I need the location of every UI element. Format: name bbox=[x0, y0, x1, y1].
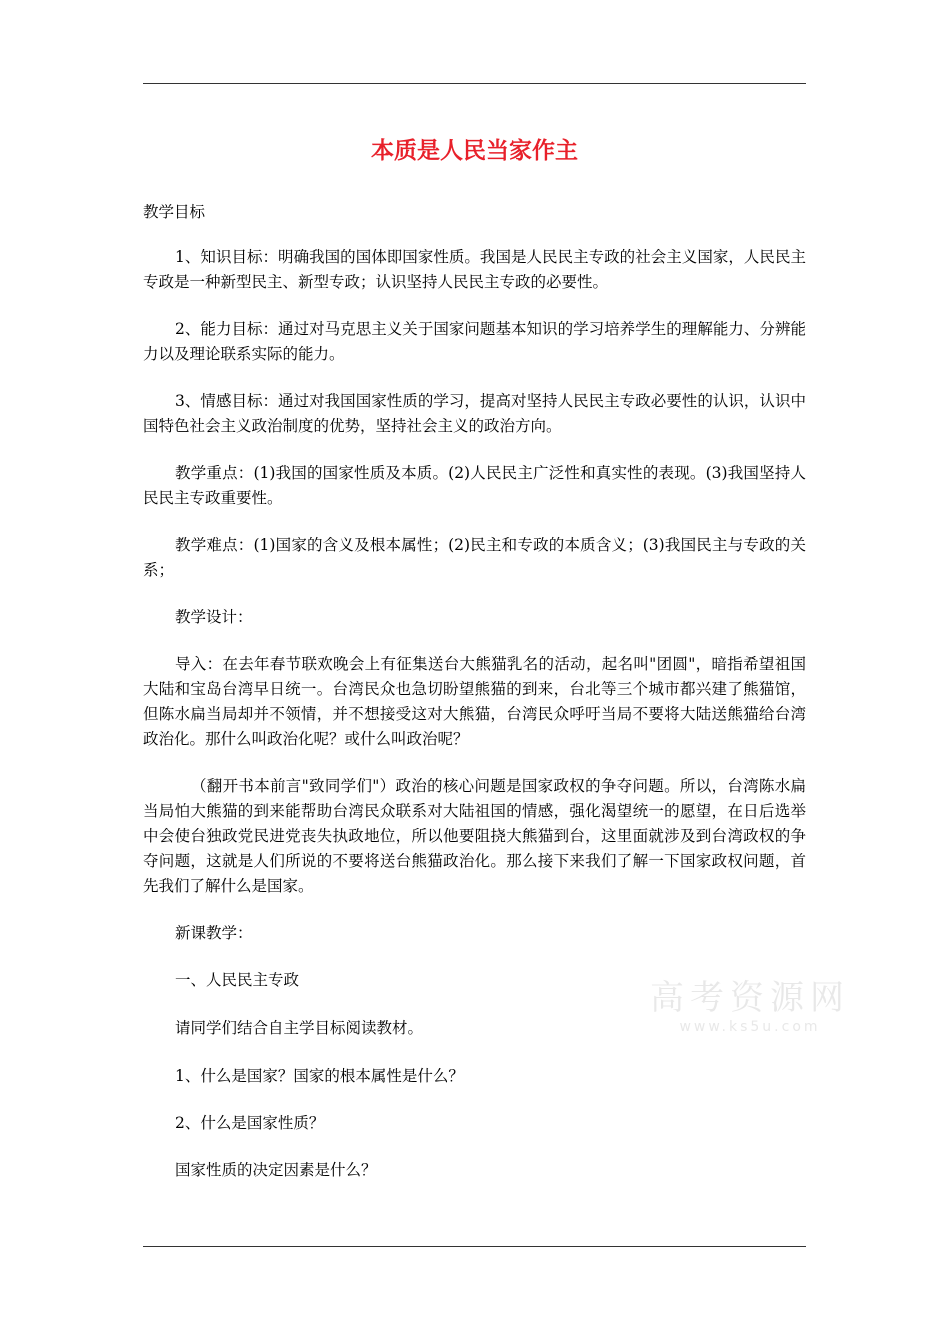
goal-emotion: 3、情感目标：通过对我国国家性质的学习，提高对坚持人民民主专政必要性的认识，认识中国特色社会主义政治制度的优势，坚持社会主义的政治方向。 bbox=[143, 392, 806, 435]
watermark-text: 高考资源网 bbox=[650, 978, 850, 1018]
section-heading: 一、人民民主专政 bbox=[175, 971, 300, 989]
reading-instruction: 请同学们结合自主学目标阅读教材。 bbox=[175, 1019, 424, 1037]
question-item: 国家性质的决定因素是什么？ bbox=[175, 1161, 377, 1179]
footer-rule bbox=[143, 1246, 806, 1247]
goal-knowledge: 1、知识目标：明确我国的国体即国家性质。我国是人民民主专政的社会主义国家，人民民主专政是一种新型民主、新型专政；认识坚持人民民主专政的必要性。 bbox=[143, 248, 806, 291]
lesson-intro: 导入：在去年春节联欢晚会上有征集送台大熊猫乳名的活动，起名叫"团圆"，暗指希望祖国大陆和宝岛台湾早日统一。台湾民众也急切盼望熊猫的到来，台北等三个城市都兴建了熊猫馆，但陈水扁当局却并不领情，并不想接受这对大熊猫，台湾民众呼吁当局不要将大陆送熊猫给台湾政治化。那什么叫政治化呢？或什么叫政治呢？ bbox=[143, 655, 806, 748]
lesson-preface: （翻开书本前言"致同学们"）政治的核心问题是国家政权的争夺问题。所以，台湾陈水扁当局怕大熊猫的到来能帮助台湾民众联系对大陆祖国的情感，强化渴望统一的愿望，在日后选举中会使台独政党民进党丧失执政地位，所以他要阻挠大熊猫到台，这里面就涉及到台湾政权的争夺问题，这就是人们所说的不要将送台熊猫政治化。那么接下来我们了解一下国家政权问题，首先我们了解什么是国家。 bbox=[143, 777, 806, 895]
goal-ability: 2、能力目标：通过对马克思主义关于国家问题基本知识的学习培养学生的理解能力、分辨能力以及理论联系实际的能力。 bbox=[143, 320, 806, 363]
new-lesson-heading: 新课教学： bbox=[175, 924, 253, 942]
teaching-difficulties: 教学难点：(1)国家的含义及根本属性；(2)民主和专政的本质含义；(3)我国民主与专政的关系； bbox=[143, 536, 806, 579]
teaching-key-points: 教学重点：(1)我国的国家性质及本质。(2)人民民主广泛性和真实性的表现。(3)我国坚持人民民主专政重要性。 bbox=[143, 464, 806, 507]
question-item: 1、什么是国家？国家的根本属性是什么？ bbox=[175, 1067, 464, 1085]
page-title: 本质是人民当家作主 bbox=[371, 138, 578, 164]
teaching-design: 教学设计： bbox=[175, 608, 253, 626]
watermark-url: www.ks5u.com bbox=[679, 1019, 821, 1035]
question-item: 2、什么是国家性质？ bbox=[175, 1114, 325, 1132]
heading-teaching-goals: 教学目标 bbox=[143, 203, 206, 221]
header-rule bbox=[143, 83, 806, 84]
